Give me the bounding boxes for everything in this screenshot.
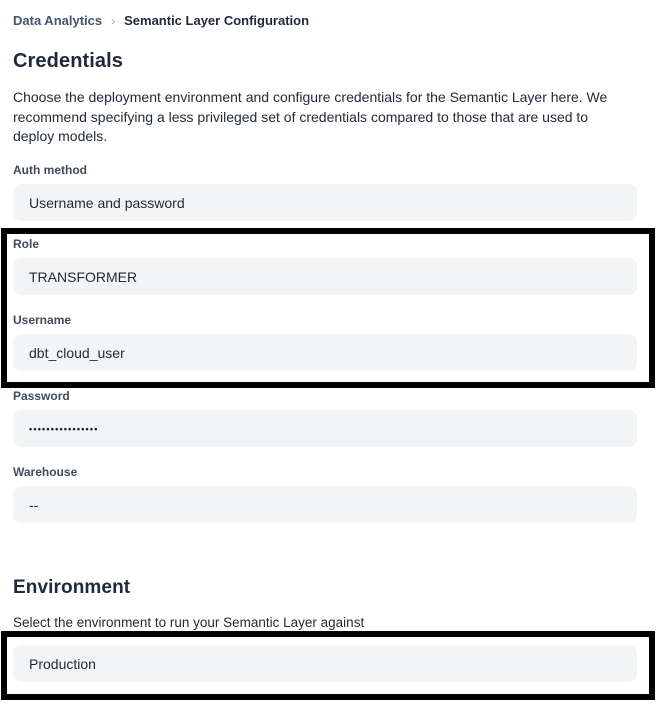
environment-field[interactable]	[13, 645, 637, 682]
auth-method-field[interactable]	[13, 184, 637, 221]
breadcrumb-item-semantic-layer-configuration: Semantic Layer Configuration	[124, 13, 310, 28]
environment-value: Production	[29, 655, 96, 672]
role-field[interactable]	[13, 258, 637, 295]
role-label: Role	[13, 237, 40, 251]
credentials-section-title: Credentials	[13, 50, 124, 72]
environment-section-title: Environment	[13, 577, 131, 598]
warehouse-label: Warehouse	[13, 465, 78, 479]
username-field[interactable]	[13, 334, 637, 371]
environment-description: Select the environment to run your Semantic Layer against	[13, 615, 365, 630]
credentials-description: Choose the deployment environment and configure credentials for the Semantic Layer here. We recommend specifying a less privileged set of credentials compared to those that are used to deploy models.	[13, 89, 608, 144]
username-value: dbt_cloud_user	[29, 344, 125, 361]
password-field[interactable]	[13, 410, 637, 447]
auth-method-label: Auth method	[13, 163, 87, 177]
breadcrumb	[13, 13, 309, 28]
auth-method-value: Username and password	[29, 194, 185, 211]
breadcrumb-separator-icon: ›	[111, 13, 116, 28]
role-value: TRANSFORMER	[29, 268, 138, 285]
password-label: Password	[13, 389, 70, 403]
breadcrumb-item-data-analytics[interactable]: Data Analytics	[13, 13, 103, 28]
warehouse-value: --	[29, 496, 39, 513]
username-label: Username	[13, 313, 72, 327]
warehouse-field[interactable]	[13, 486, 637, 523]
password-value: ••••••••••••••••	[29, 423, 99, 434]
